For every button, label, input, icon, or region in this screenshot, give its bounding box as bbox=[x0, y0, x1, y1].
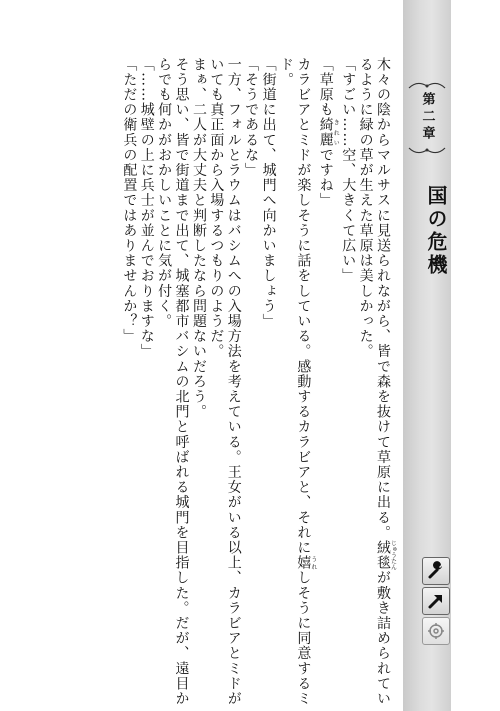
flourish-ornament-icon bbox=[407, 78, 447, 92]
text-line: 木々の陰からマルサスに見送られながら、皆で森を抜けて草原に出る。絨毯じゅうたんが敷き詰められてい bbox=[375, 57, 397, 707]
wrench-icon bbox=[426, 561, 446, 581]
wrench-button[interactable] bbox=[422, 557, 450, 585]
ruby-word: 綺麗きれい bbox=[317, 117, 340, 148]
text-line: そう思い、皆で街道まで出て、城塞都市バシムの北門と呼ばれる城門を目指した。だが、遠目か bbox=[173, 57, 190, 707]
text-line: 一方、フォルとラウムはバシムへの入場方法を考えている。王女がいる以上、カラビアとミドが bbox=[225, 57, 242, 707]
target-button[interactable] bbox=[422, 617, 450, 645]
text-line: 「街道に出て、城門へ向かいましょう」 bbox=[260, 57, 277, 329]
text-line: いても真正面から入場するつもりのようだ。 bbox=[208, 57, 225, 359]
arrow-button[interactable] bbox=[422, 587, 450, 615]
chapter-sidebar bbox=[403, 0, 451, 711]
text-line: 「そうであるな」 bbox=[243, 57, 260, 178]
text-line: 「草原も綺麗きれいですね」 bbox=[317, 57, 340, 209]
text-line: 「……城壁の上に兵士が並んでおりますな」 bbox=[138, 57, 155, 359]
text-line: カラビアとミドが楽しそうに話をしている。感動するカラビアと、それに嬉うれしそうに同意するミ bbox=[295, 57, 317, 707]
ruby-word: 絨毯じゅうたん bbox=[375, 540, 397, 571]
text-line: まぁ、二人が大丈夫と判断したなら問題ないだろう。 bbox=[190, 57, 207, 420]
text-line: ド。 bbox=[277, 57, 294, 88]
chapter-title: 国の危機 bbox=[424, 185, 448, 277]
chapter-label: 第二章 bbox=[419, 92, 435, 143]
arrow-icon bbox=[426, 591, 446, 611]
text-line: らでも何かがおかしいことに気が付く。 bbox=[156, 57, 173, 329]
text-line: 「ただの衛兵の配置ではありませんか？」 bbox=[121, 57, 138, 344]
body-text bbox=[120, 57, 397, 707]
ruby-word: 嬉うれ bbox=[295, 555, 317, 571]
flourish-ornament-icon bbox=[407, 144, 447, 158]
text-line: 「すごい……空、大きくて広い」 bbox=[340, 57, 357, 284]
chapter-heading bbox=[403, 78, 451, 158]
target-icon bbox=[426, 621, 446, 641]
text-line: るように緑の草が生えた草原は美しかった。 bbox=[357, 57, 374, 359]
